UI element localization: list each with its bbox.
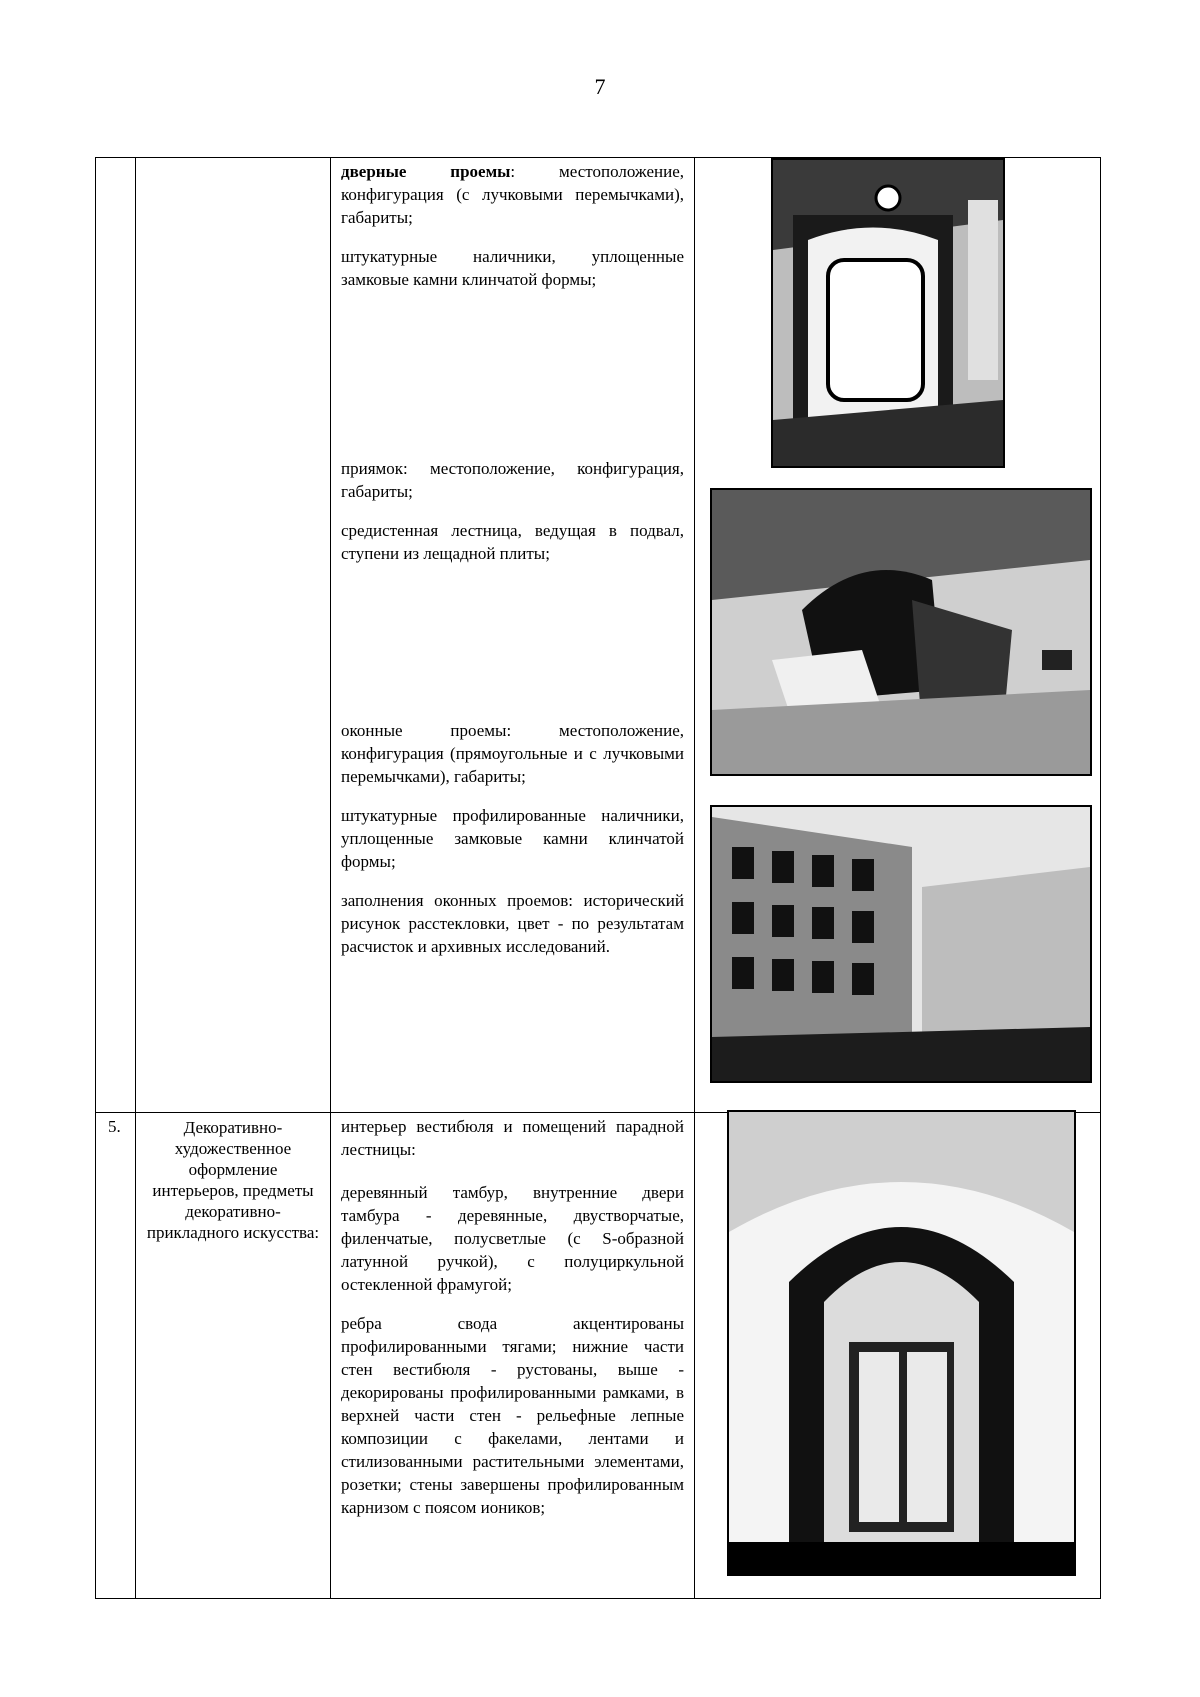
pit-photo bbox=[710, 488, 1092, 776]
paragraph-vestibule-doors: деревянный тамбур, внутренние двери тамбура - деревянные, двустворчатые, филенчатые, полусветлые (с S-образной латунной ручкой), с полуциркульной остекленной фрамугой; bbox=[341, 1183, 684, 1294]
facade-windows-photo bbox=[710, 805, 1092, 1083]
paragraph-window-trim: штукатурные профилированные наличники, уплощенные замковые камни клинчатой формы; bbox=[341, 806, 684, 871]
paragraph-window-openings: оконные проемы: местоположение, конфигурация (прямоугольные и с лучковыми перемычками), габариты; bbox=[341, 721, 684, 786]
page-number: 7 bbox=[594, 74, 606, 99]
paragraph-pit: приямок: местоположение, конфигурация, габариты; bbox=[341, 459, 684, 501]
description-cell bbox=[331, 1113, 695, 1599]
category-label: Декоративно-художественное оформление интерьеров, предметы декоративно-прикладного искусства: bbox=[146, 1118, 320, 1242]
door-opening-photo bbox=[771, 158, 1005, 468]
row-number-cell bbox=[96, 1113, 136, 1599]
paragraph-vault-ribs: ребра свода акцентированы профилированными тягами; нижние части стен вестибюля - рустованы, выше - декорированы профилированными рамками, в верхней части стен - рельефные лепные композиции с факелами, лентами и стилизованными растительными элементами, розетки; стены завершены профилированным карнизом с поясом иоников; bbox=[341, 1314, 684, 1517]
row-number: 5. bbox=[108, 1117, 121, 1136]
vestibule-interior-photo bbox=[727, 1110, 1076, 1576]
paragraph-basement-stair: средистенная лестница, ведущая в подвал, ступени из лещадной плиты; bbox=[341, 521, 684, 563]
door-openings-heading: дверные проемы bbox=[341, 162, 511, 181]
paragraph-door-trim: штукатурные наличники, уплощенные замковые камни клинчатой формы; bbox=[341, 247, 684, 289]
row-number-cell bbox=[96, 158, 136, 1113]
description-cell bbox=[331, 158, 695, 1113]
category-cell bbox=[136, 158, 331, 1113]
paragraph-vestibule: интерьер вестибюля и помещений парадной лестницы: bbox=[341, 1117, 684, 1159]
paragraph-window-fillings: заполнения оконных проемов: исторический рисунок расстекловки, цвет - по результатам расчисток и архивных исследований. bbox=[341, 891, 684, 956]
category-cell bbox=[136, 1113, 331, 1599]
paragraph-door-openings: дверные проемы: местоположение, конфигурация (с лучковыми перемычками), габариты; bbox=[341, 162, 684, 227]
